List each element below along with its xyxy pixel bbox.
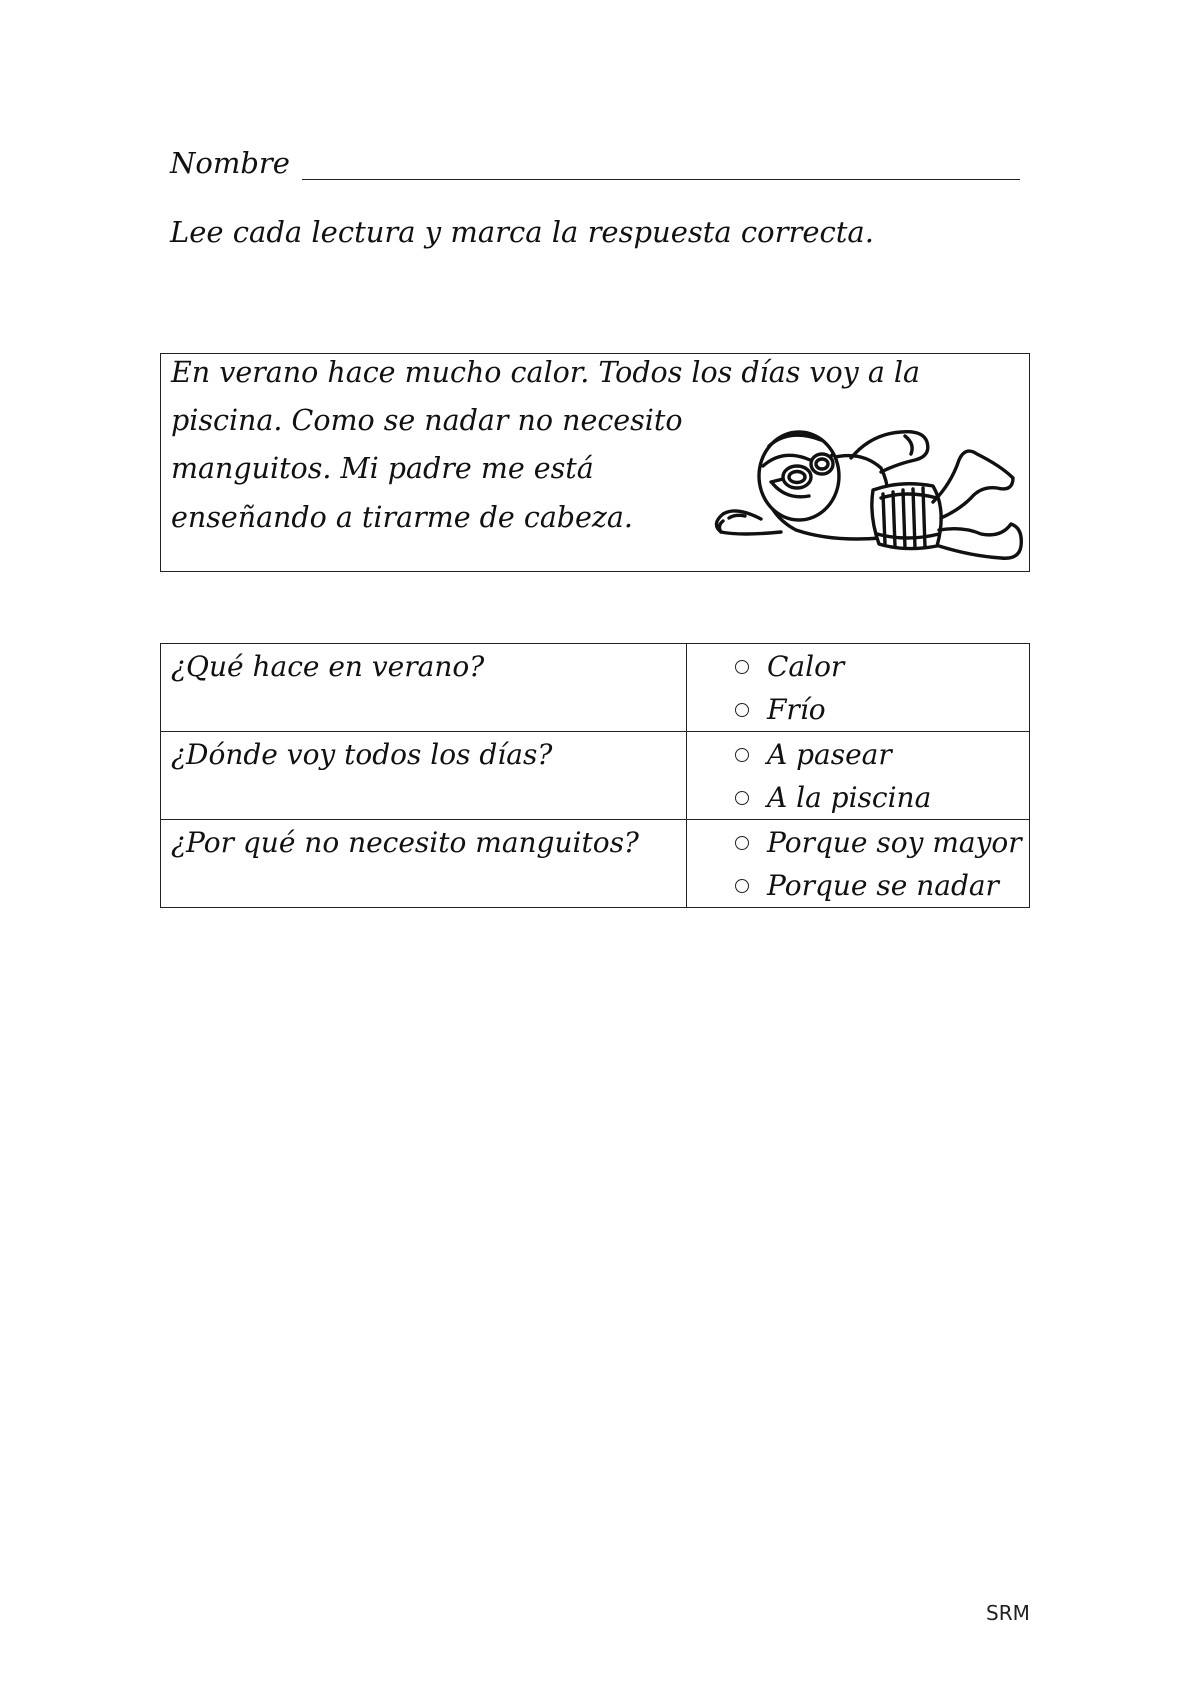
option-label: Porque se nadar — [767, 869, 999, 902]
reading-line: En verano hace mucho calor. Todos los días voy a la — [171, 356, 920, 389]
answer-options — [687, 644, 1030, 732]
question-text: ¿Qué hace en verano? — [161, 644, 687, 732]
question-row — [161, 820, 1030, 908]
question-row — [161, 644, 1030, 732]
answer-option[interactable] — [735, 733, 1029, 776]
option-label: Porque soy mayor — [767, 826, 1022, 859]
name-blank-line[interactable] — [302, 153, 1020, 180]
swimmer-icon — [701, 406, 1026, 566]
option-label: Calor — [767, 650, 845, 683]
answer-option[interactable] — [735, 776, 1029, 819]
radio-circle-icon[interactable] — [735, 660, 749, 674]
name-label: Nombre — [170, 146, 290, 180]
option-label: Frío — [767, 693, 826, 726]
answer-options — [687, 820, 1030, 908]
radio-circle-icon[interactable] — [735, 748, 749, 762]
answer-option[interactable] — [735, 688, 1029, 731]
questions-table — [160, 643, 1030, 908]
reading-line: piscina. Como se nadar no necesito — [171, 404, 683, 437]
answer-option[interactable] — [735, 864, 1029, 907]
answer-options — [687, 732, 1030, 820]
radio-circle-icon[interactable] — [735, 879, 749, 893]
option-label: A la piscina — [767, 781, 932, 814]
reading-line: enseñando a tirarme de cabeza. — [171, 501, 633, 534]
radio-circle-icon[interactable] — [735, 791, 749, 805]
question-text: ¿Por qué no necesito manguitos? — [161, 820, 687, 908]
radio-circle-icon[interactable] — [735, 836, 749, 850]
question-row — [161, 732, 1030, 820]
option-label: A pasear — [767, 738, 892, 771]
reading-line: manguitos. Mi padre me está — [171, 452, 594, 485]
reading-box — [160, 353, 1030, 572]
instructions: Lee cada lectura y marca la respuesta correcta. — [170, 215, 874, 249]
name-field[interactable] — [170, 146, 1020, 180]
answer-option[interactable] — [735, 645, 1029, 688]
question-text: ¿Dónde voy todos los días? — [161, 732, 687, 820]
footer-initials: SRM — [986, 1601, 1030, 1625]
radio-circle-icon[interactable] — [735, 703, 749, 717]
answer-option[interactable] — [735, 821, 1029, 864]
